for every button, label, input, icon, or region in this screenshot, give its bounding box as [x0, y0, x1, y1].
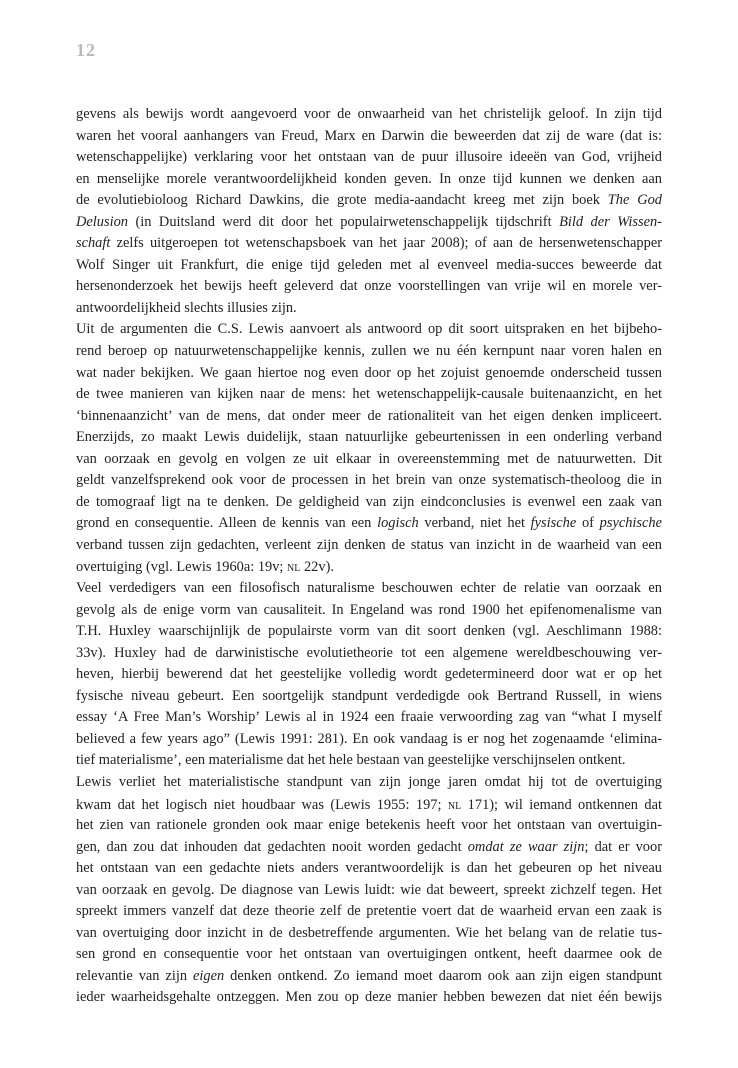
text-line — [76, 923, 662, 945]
text-line — [76, 492, 662, 514]
text-segment: de evolutiebioloog Richard Dawkins, die grote media-aandacht kreeg met zijn boek — [76, 192, 608, 209]
text-line — [76, 966, 662, 988]
text-segment: kwam dat het logisch niet houdbaar was (Lewis 1955: 197; — [76, 796, 448, 813]
text-segment: T.H. Huxley waarschijnlijk de populairste vorm van dit soort denken (vgl. Aeschlimann 1988: — [76, 623, 662, 640]
italic-text: schaft — [76, 235, 111, 252]
italic-text: Bild der Wissen- — [559, 213, 662, 230]
text-line — [76, 104, 662, 126]
text-segment: geldt vanzelfsprekend ook voor de processen in het brein van onze systematisch-theoloog die in — [76, 472, 662, 489]
text-segment: van overtuiging door inzicht in de desbetreffende argumenten. Wie het belang van de relatie tus- — [76, 924, 662, 941]
text-segment: van oorzaak en gevolg en volgen ze uit elkaar in overeenstemming met de natuurwetten. Dit — [76, 450, 662, 467]
text-line — [76, 406, 662, 428]
text-segment: de twee manieren van kijken naar de mens: het wetenschappelijk-causale buitenaanzicht, en het — [76, 386, 662, 403]
text-segment: het ontstaan van een gedachte niets anders verantwoordelijk is dan het gebeuren op het niveau — [76, 860, 662, 877]
text-line — [76, 126, 662, 148]
text-segment: Enerzijds, zo maakt Lewis duidelijk, staan natuurlijke gebeurtenissen in een onderling verband — [76, 429, 662, 446]
text-line — [76, 449, 662, 471]
text-line — [76, 794, 662, 816]
text-line — [76, 707, 662, 729]
text-line — [76, 686, 662, 708]
text-segment: waren het vooral aanhangers van Freud, Marx en Darwin die beweerden dat zij de ware (dat is: — [76, 127, 662, 144]
text-segment: of — [576, 515, 600, 532]
text-segment: gevens als bewijs wordt aangevoerd voor de onwaarheid van het christelijk geloof. In zijn tijd — [76, 106, 662, 122]
text-line — [76, 233, 662, 255]
text-segment: spreekt immers vanzelf dat deze theorie zelf de pretentie voert dat de waarheid ervan een zaak is — [76, 903, 662, 920]
text-segment: essay ‘A Free Man’s Worship’ Lewis al in 1924 een fraaie verwoording zag van “what I myself — [76, 709, 662, 726]
text-segment: de tomograaf ligt na te denken. De geldigheid van zijn eindconclusies is evenwel een zaak van — [76, 493, 662, 510]
text-segment: het zien van rationele gronden ook maar enige betekenis heeft voor het ontstaan van overtuigin- — [76, 817, 662, 834]
text-line — [76, 556, 662, 578]
text-line — [76, 255, 662, 277]
text-line — [76, 815, 662, 837]
text-segment: ; dat er voor — [584, 838, 662, 855]
small-caps-text: nl — [287, 559, 301, 575]
text-segment: grond en consequentie. Alleen de kennis van een — [76, 515, 378, 532]
text-segment: gen, dan zou dat inhouden dat gedachten nooit worden gedacht — [76, 838, 468, 855]
text-line — [76, 341, 662, 363]
text-segment: verband tussen zijn gedachten, verleent zijn denken de status van inzicht in de waarheid van een — [76, 536, 662, 553]
text-segment: antwoordelijkheid slechts illusies zijn. — [76, 299, 297, 316]
text-segment: ‘binnenaanzicht’ van de mens, dat onder meer de rationaliteit van het eigen denken impliceert. — [76, 407, 662, 424]
text-line — [76, 384, 662, 406]
text-line — [76, 363, 662, 385]
text-line — [76, 772, 662, 794]
text-line — [76, 858, 662, 880]
text-line — [76, 190, 662, 212]
text-segment: van oorzaak en gevolg. De diagnose van Lewis luidt: wie dat beweert, spreekt zichzelf tegen. Het — [76, 881, 662, 898]
text-line — [76, 147, 662, 169]
text-segment: fysische niveau gebeurt. Een soortgelijk standpunt verdedigde ook Bertrand Russell, in wiens — [76, 687, 662, 704]
text-segment: en menselijke morele verantwoordelijkheid konden geven. In onze tijd kunnen we denken aan — [76, 170, 662, 187]
text-line — [76, 729, 662, 751]
text-line — [76, 880, 662, 902]
small-caps-text: nl — [447, 796, 462, 812]
text-segment: 33v). Huxley had de darwinistische evolutietheorie tot een algemene wereldbeschouwing ver- — [76, 644, 662, 661]
italic-text: logisch — [377, 515, 419, 532]
italic-text: Delusion — [76, 213, 128, 230]
text-line — [76, 664, 662, 686]
italic-text: The God — [607, 192, 663, 209]
text-segment: rend beroep op natuurwetenschappelijke kennis, zullen we nu één kernpunt naar voren halen en — [76, 343, 662, 360]
text-line — [76, 944, 662, 966]
italic-text: psychische — [599, 515, 663, 532]
text-segment: Lewis verliet het materialistische standpunt van zijn jonge jaren omdat hij tot de overtuiging — [76, 773, 662, 790]
text-line — [76, 169, 662, 191]
text-segment: 22v). — [300, 559, 334, 576]
text-segment: zelfs uitgeroepen tot wetenschapsboek van het jaar 2008); of aan de hersenwetenschapper — [110, 235, 662, 252]
text-segment: tief materialisme’, een materialisme dat het hele bestaan van geestelijke verschijnselen ontkent. — [76, 752, 626, 769]
text-line — [76, 513, 662, 535]
text-segment: relevantie van zijn — [76, 967, 194, 984]
text-segment: Wolf Singer uit Frankfurt, die enige tijd geleden met al evenveel media-succes beweerde dat — [76, 256, 662, 273]
text-line — [76, 750, 662, 772]
text-line — [76, 298, 662, 320]
text-line — [76, 427, 662, 449]
text-line — [76, 987, 662, 1009]
text-segment: heven, hierbij bewerend dat het geestelijke volledig wordt gedetermineerd door wat er op het — [76, 666, 662, 683]
text-segment: believed a few years ago” (Lewis 1991: 281). En ook vandaag is er nog het zogenaamde ‘elimina- — [76, 730, 662, 747]
text-line — [76, 578, 662, 600]
text-segment: wat nader bekijken. We gaan hiertoe nog even door op het zojuist genoemde onderscheid tussen — [76, 364, 662, 381]
text-segment: gevolg als de enige vorm van causaliteit. In Engeland was rond 1900 het epifenomenalisme van — [76, 601, 662, 618]
page-number: 12 — [76, 40, 96, 60]
text-line — [76, 535, 662, 557]
text-line — [76, 837, 662, 859]
text-line — [76, 212, 662, 234]
text-segment: wetenschappelijke) verklaring voor het ontstaan van de puur illusoire ideeën van God, vrijheid — [76, 149, 662, 166]
italic-text: fysische — [530, 515, 577, 532]
text-line — [76, 621, 662, 643]
text-segment: verband, niet het — [418, 515, 531, 532]
text-line — [76, 901, 662, 923]
text-segment: ieder waarheidsgehalte ontzeggen. Men zou op deze manier hebben bewezen dat niet één bewijs — [76, 989, 662, 1006]
text-segment: (in Duitsland werd dit door het populairwetenschappelijk tijdschrift — [127, 213, 560, 230]
text-segment: sen grond en consequentie voor het ontstaan van overtuigingen ontkent, heeft daarmee ook de — [76, 946, 662, 963]
text-segment: Veel verdedigers van een filosofisch naturalisme beschouwen echter de relatie van oorzaak en — [76, 580, 662, 597]
text-segment: denken ontkend. Zo iemand moet daarom ook aan zijn eigen standpunt — [224, 967, 662, 984]
text-segment: overtuiging (vgl. Lewis 1960a: 19v; — [76, 559, 288, 576]
text-line — [76, 276, 662, 298]
italic-text: eigen — [193, 967, 225, 984]
text-line — [76, 470, 662, 492]
text-line — [76, 643, 662, 665]
text-segment: hersenonderzoek het bewijs heeft geleverd dat onze voorstellingen van vrije wil en morele ver- — [76, 278, 662, 295]
italic-text: omdat ze waar zijn — [467, 838, 585, 855]
text-line — [76, 319, 662, 341]
text-line — [76, 600, 662, 622]
text-segment: 171); wil iemand ontkennen dat — [461, 796, 663, 813]
body-text — [76, 104, 662, 1009]
text-segment: Uit de argumenten die C.S. Lewis aanvoert als antwoord op dit soort uitspraken en het bijbeho- — [76, 321, 662, 338]
